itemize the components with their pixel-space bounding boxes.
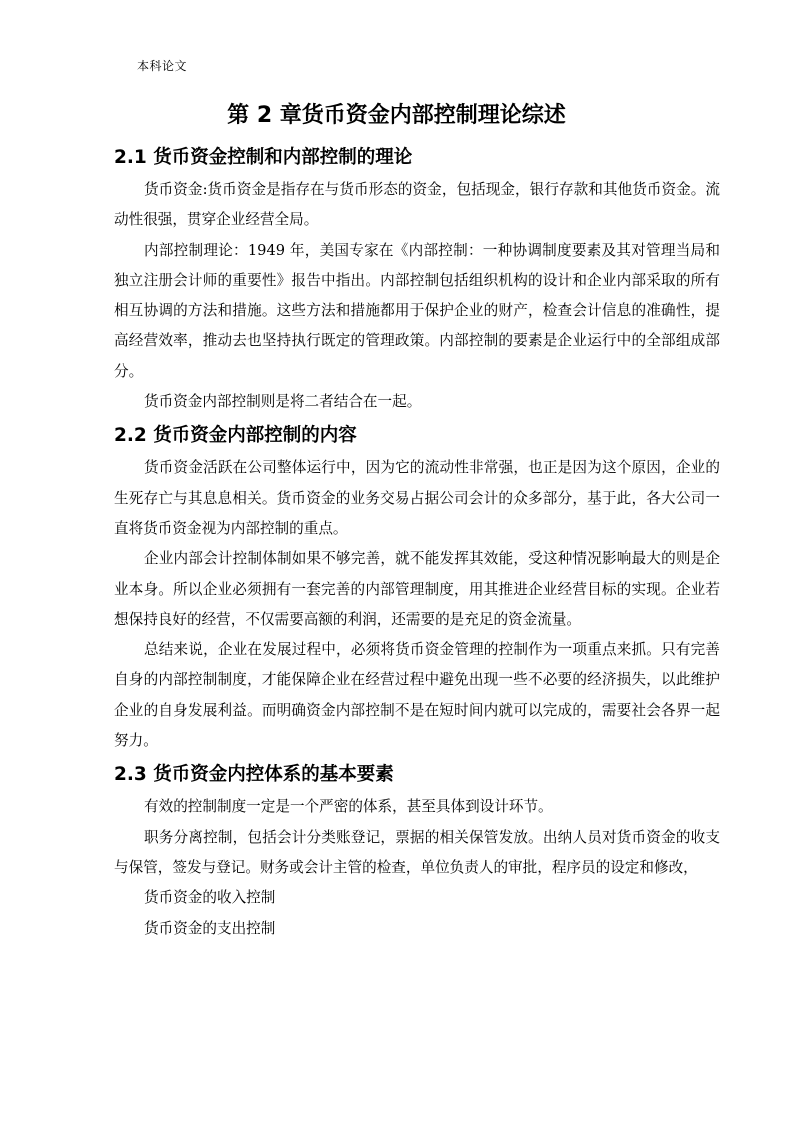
paragraph: 有效的控制制度一定是一个严密的体系，甚至具体到设计环节。 (144, 798, 553, 816)
section-2-1 (114, 141, 720, 417)
running-header: 本科论文 (137, 59, 188, 73)
body-content (114, 141, 720, 944)
section-heading: 2.1 货币资金控制和内部控制的理论 (114, 147, 413, 168)
section-2-2 (114, 419, 720, 756)
paragraph: 职务分离控制，包括会计分类账登记，票据的相关保管发放。出纳人员对货币资金的收支与保管，签发与登记。财务或会计主管的检查，单位负责人的审批，程序员的设定和修改， (114, 828, 720, 876)
paragraph: 货币资金:货币资金是指存在与货币形态的资金，包括现金，银行存款和其他货币资金。流动性很强，贯穿企业经营全局。 (114, 181, 720, 229)
paragraph: 货币资金的支出控制 (144, 919, 276, 937)
paragraph: 内部控制理论：1949 年，美国专家在《内部控制：一种协调制度要素及其对管理当局和独立注册会计师的重要性》报告中指出。内部控制包括组织机构的设计和企业内部采取的所有相互协调的方法和措施。这些方法和措施都用于保护企业的财产，检查会计信息的准确性，提高经营效率，推动去也坚持执行既定的管理政策。内部控制的要素是企业运行中的全部组成部分。 (114, 241, 720, 380)
section-heading: 2.2 货币资金内部控制的内容 (114, 425, 357, 447)
paragraph: 企业内部会计控制体制如果不够完善，就不能发挥其效能，受这种情况影响最大的则是企业本身。所以企业必须拥有一套完善的内部管理制度，用其推进企业经营目标的实现。企业若想保持良好的经营，不仅需要高额的利润，还需要的是充足的资金流量。 (114, 550, 720, 628)
section-2-3 (114, 758, 720, 943)
section-heading: 2.3 货币资金内控体系的基本要素 (114, 764, 394, 786)
paragraph: 货币资金活跃在公司整体运行中，因为它的流动性非常强，也正是因为这个原因，企业的生死存亡与其息息相关。货币资金的业务交易占据公司会计的众多部分，基于此，各大公司一直将货币资金视为内部控制的重点。 (114, 459, 720, 537)
paragraph: 货币资金的收入控制 (144, 889, 276, 907)
paragraph: 总结来说，企业在发展过程中，必须将货币资金管理的控制作为一项重点来抓。只有完善自身的内部控制制度，才能保障企业在经营过程中避免出现一些不必要的经济损失，以此维护企业的自身发展利益。而明确资金内部控制不是在短时间内就可以完成的，需要社会各界一起努力。 (114, 641, 720, 750)
paragraph: 货币资金内部控制则是将二者结合在一起。 (144, 393, 422, 411)
chapter-title: 第 2 章货币资金内部控制理论综述 (227, 103, 566, 128)
